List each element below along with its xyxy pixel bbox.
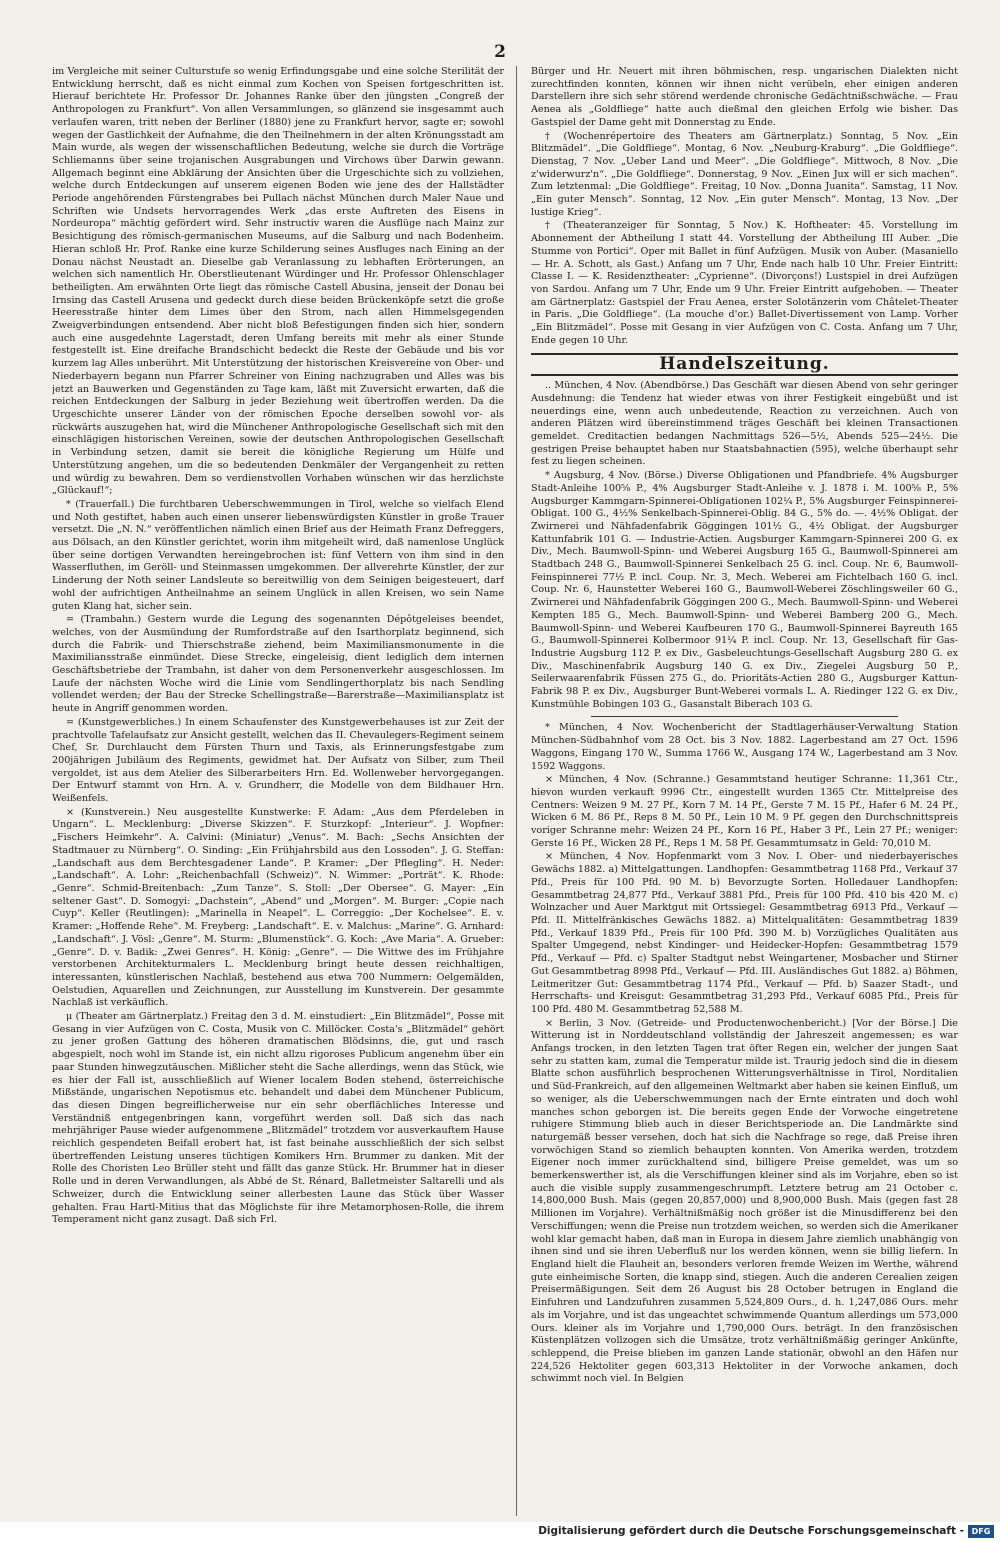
article-paragraph: × (Kunstverein.) Neu ausgestellte Kunstwerke: F. Adam: „Aus dem Pferdeleben in Ungarn“. L. Mecklenburg: „Diverse Skizzen“. F. Sturzkopf: „Interieur“. J. Wopfner: „Fischers Heimkehr“. A. Calvini: (Miniatur) „Venus“. M. Bach: „Sechs Ansichten der Stadtmauer zu Nürnberg“. O. Sinding: „Ein Frühjahrsbild aus den Lossoden“. J. G. Steffan: „Landschaft aus dem Berchtesgadener Lande“. P. Kramer: „Der Pflegling“. H. Neder: „Landschaft“. A. Lohr: „Reichenbachfall (Schweiz)“. N. Wimmer: „Porträt“. K. Rhode: „Genre“. Schmid-Breitenbach: „Zum Tanze“. S. Stoll: „Der Obersee“. G. Mayer: „Ein seltener Gast“. D. Somogyi: „Dachstein“, „Abend“ und „Morgen“. M. Burger: „Copie nach Cuyp“. Keller (Reutlingen): „Marinella in Neapel“. L. Correggio: „Der Kochelsee“. E. v. Kramer: „Hoffende Rehe“. M. Freyberg: „Landschaft“. E. v. Malchus: „Marine“. G. Arnhard: „Landschaft“. J. Vösl: „Genre“. M. Sturm: „Blumenstück“. G. Koch: „Ave Maria“. A. Grueber: „Genre“. D. v. Badik: „Zwei Genres“. H. König: „Genre“. — Die Wittwe des im Frühjahre verstorbenen Architekturmalers L. Mecklenburg bringt heute dessen reichhaltigen, interessanten, künstlerischen Nachlaß, bestehend aus etwa 700 Nummern: Oelgemälden, Oelstudien, Aquarellen und Zeichnungen, zur Ausstellung im Kunstverein. Der gesammte Nachlaß ist verkäuflich.: [52, 806, 504, 1009]
article-paragraph: .. München, 4 Nov. (Abendbörse.) Das Geschäft war diesen Abend von sehr geringer Ausdehnung: die Tendenz hat wieder etwas von ihrer Festigkeit eingebüßt und ist neuerdings eine, wenn auch unbedeutende, Reaction zu verzeichnen. Auch von anderen Plätzen wird übereinstimmend träges Geschäft bei kleinen Transactionen gemeldet. Creditactien bedangen Nachmittags 526—5½, Abends 525—24½. Die gestrigen Preise behauptet haben nur Staatsbahnactien (595), welche überhaupt sehr fest zu liegen scheinen.: [531, 380, 958, 468]
article-paragraph: μ (Theater am Gärtnerplatz.) Freitag den 3 d. M. einstudiert: „Ein Blitzmädel“, Posse mit Gesang in vier Aufzügen von C. Costa, Musik von C. Millöcker. Costa's „Blitzmädel“ gehört zu jener großen Gattung des höheren dramatischen Blödsinns, die, gut und rasch abgespielt, noch wohl im Stande ist, ein nicht allzu rigoroses Publicum angenehm über ein paar Stunden hinwegzutäuschen. Mißlicher steht die Sache allerdings, wenn das Stück, wie es hier der Fall ist, ausschließlich auf Wiener localem Boden stehend, österreichische Mißstände, ungarischen Nepotismus etc. behandelt und dabei dem Münchener Publicum, das diesen Dingen begreiflicherweise nur ein sehr oberflächliches Interesse und Verständniß entgegenbringen kann, vorgeführt werden soll. Daß sich das nach mehrjähriger Pause wieder aufgenommene „Blitzmädel“ trotzdem vor ausverkauftem Hause reichlich gespendeten Beifall erobert hat, ist fast beinahe ausschließlich der sich selbst übertreffenden Leistung unseres tüchtigen Komikers Hrn. Brummer zu danken. Mit der Rolle des Choristen Leo Brüller steht und fällt das ganze Stück. Hr. Brummer hat in dieser Rolle und in deren Verwandlungen, als Abbé de St. Rénard, Balletmeister Saltarelli und als Schweizer, durch die Entwicklung seiner allerbesten Laune das Stück über Wasser gehalten. Frau Hartl-Mitius that das Möglichste für ihre Metamorphosen-Rolle, die ihrem Temperament nicht ganz zusagt. Daß sich Frl.: [52, 1011, 504, 1226]
page-number: 2: [494, 42, 506, 62]
article-paragraph: Bürger und Hr. Neuert mit ihren böhmischen, resp. ungarischen Dialekten nicht zurechtfinden konnten, können wir ihnen nicht verübeln, eher einigen anderen Darstellern ihre sich sehr störend werdende chronische Gedächtnißschwäche. — Frau Aenea als „Goldfliege“ hatte auch dießmal den gleichen Erfolg wie bisher. Das Gastspiel der Dame geht mit Donnerstag zu Ende.: [531, 66, 958, 128]
article-paragraph: × München, 4 Nov. (Schranne.) Gesammtstand heutiger Schranne: 11,361 Ctr., hievon wurden verkauft 9996 Ctr., eingestellt wurden 1365 Ctr. Mittelpreise des Centners: Weizen 9 M. 27 Pf., Korn 7 M. 14 Pf., Gerste 7 M. 15 Pf., Hafer 6 M. 24 Pf., Wicken 6 M. 86 Pf., Reps 8 M. 50 Pf., Lein 10 M. 9 Pf. gegen den Durchschnittspreis voriger Schranne mehr: Weizen 24 Pf., Korn 16 Pf., Haber 3 Pf., Lein 27 Pf.; weniger: Gerste 16 Pf., Wicken 28 Pf., Reps 1 M. 58 Pf. Gesammtumsatz in Geld: 70,010 M.: [531, 774, 958, 849]
article-paragraph: = (Kunstgewerbliches.) In einem Schaufenster des Kunstgewerbehauses ist zur Zeit der prachtvolle Tafelaufsatz zur Ansicht gestellt, welchen das II. Chevaulegers-Regiment seinem Chef, Sr. Durchlaucht dem Fürsten Thurn und Taxis, als Erinnerungsfestgabe zum 200jährigen Jubiläum des Regiments, gewidmet hat. Der Aufsatz von Silber, zum Theil vergoldet, ist aus dem Atelier des Silberarbeiters Hrn. Ed. Wollenweber hervorgegangen. Der Entwurf stammt von Hrn. A. v. Grundherr, die Modelle von dem Bildhauer Hrn. Weißenfels.: [52, 716, 504, 805]
right-column: [531, 66, 958, 1522]
footer-credit: Digitalisierung gefördert durch die Deutsche Forschungsgemeinschaft -: [538, 1525, 964, 1537]
left-column: [52, 66, 504, 1522]
article-paragraph: × Berlin, 3 Nov. (Getreide- und Productenwochenbericht.) [Vor der Börse.] Die Witterung ist in Norddeutschland vollständig der Jahreszeit angemessen; es war Anfangs trocken, in den letzten Tagen trat öfter Regen ein, welcher der jungen Saat sehr zu statten kam, zumal die Temperatur milde ist. Traurig jedoch sind die in diesem Blatte schon ausführlich besprochenen Witterungsverhältnisse in Tirol, Norditalien und Süd-Frankreich, auf den allgemeinen Weltmarkt aber haben sie keinen Einfluß, um so weniger, als die Ueberschwemmungen nach der Ernte eintraten und doch wohl manches schon geborgen ist. Die bereits gegen Ende der Vorwoche eingetretene ruhigere Stimmung blieb auch in dieser Berichtsperiode an. Die Landmärkte sind naturgemäß besser versehen, doch hat sich die Nachfrage so rege, daß Preise ihren vorwöchigen Stand so ziemlich behaupten konnten. Von Amerika werden, trotzdem Eigener noch immer zurückhaltend sind, billigere Preise gemeldet, was um so bemerkenswerther ist, als die Verschiffungen kleiner sind als im Vorjahre, eben so ist auch die visible supply zusammengeschrumpft. Letztere betrug am 21 October c. 14,800,000 Bush. Mais (gegen 20,857,000) und 8,900,000 Bush. Mais (gegen fast 28 Millionen im Vorjahre). Verhältnißmäßig noch größer ist die Minusdifferenz bei den Verschiffungen; wenn die Preise nun trotzdem weichen, so werden sich die Amerikaner wohl klar gemacht haben, daß man in Europa in diesem Jahre ziemlich unabhängig von ihnen sind und sie ihren Ueberfluß nur los werden können, wenn sie billig liefern. In England hielt die Flauheit an, besonders verloren fremde Weizen im Werthe, während gute einheimische Sorten, die knapp sind, stiegen. Auch die anderen Cerealien zeigen Preisermäßigungen. Seit dem 26 August bis 28 October betrugen in England die Einfuhren und Landzufuhren zusammen 5,524,809 Ours., d. h. 1,247,086 Ours. mehr als im Vorjahre, und ist das ungeachtet schwimmende Quantum allerdings um 573,000 Ours. kleiner als im Vorjahre und 1,790,000 Ours. beträgt. In den französischen Küstenplätzen vollzogen sich die Umsätze, trotz verhältnißmäßig geringer Ankünfte, schleppend, die Preise blieben im ganzen Lande stationär, obwohl an den Häfen nur 224,526 Hektoliter gegen 603,313 Hektoliter in der Vorwoche ankamen, doch schwimmt noch viel. In Belgien: [531, 1017, 958, 1385]
article-paragraph: † (Theateranzeiger für Sonntag, 5 Nov.) K. Hoftheater: 45. Vorstellung im Abonnement der Abtheilung I statt 44. Vorstellung der Abtheilung III Auber. „Die Stumme von Portici“. Oper mit Ballet in fünf Aufzügen. Musik von Auber. (Masaniello — Hr. A. Schott, als Gast.) Anfang um 7 Uhr, Ende nach halb 10 Uhr. Freier Eintritt: Classe I. — K. Residenztheater: „Cyprienne“. (Divorçons!) Lustspiel in drei Aufzügen von Sardou. Anfang um 7 Uhr, Ende um 9 Uhr. Freier Eintritt aufgehoben. — Theater am Gärtnerplatz: Gastspiel der Frau Aenea, erster Solotänzerin vom Châtelet-Theater in Paris. „Die Goldfliege“. (La mouche d'or.) Ballet-Divertissement von Lamp. Vorher „Ein Blitzmädel“. Posse mit Gesang in vier Aufzügen von C. Costa. Anfang um 7 Uhr, Ende gegen 10 Uhr.: [531, 220, 958, 346]
article-paragraph: * Augsburg, 4 Nov. (Börse.) Diverse Obligationen und Pfandbriefe. 4% Augsburger Stadt-Anleihe 100⅝ P., 4% Augsburger Stadt-Anleihe v. J. 1878 i. M. 100⅝ P., 5% Augsburger Kammgarn-Spinnerei-Obligationen 102¼ P., 5% Augsburger Feinspinnerei-Obligat. 100 G., 4½% Senkelbach-Spinnerei-Oblig. 84 G., 5% do. —. 4½% Obligat. der Zwirnerei und Nähfadenfabrik Göggingen 101½ G., 4½ Obligat. der Augsburger Kattunfabrik 101 G. — Industrie-Actien. Augsburger Kammgarn-Spinnerei 200 G. ex Div., Mech. Baumwoll-Spinn- und Weberei Augsburg 165 G., Baumwoll-Spinnerei am Stadtbach 248 G., Baumwoll-Spinnerei Senkelbach 25 G. incl. Coup. Nr. 6, Baumwoll-Feinspinnerei 77½ P. incl. Coup. Nr. 3, Mech. Weberei am Fichtelbach 160 G. incl. Coup. Nr. 6, Haunstetter Weberei 160 G., Baumwoll-Weberei Zöschlingsweiler 60 G., Zwirnerei und Nähfadenfabrik Göggingen 200 G., Mech. Baumwoll-Spinn- und Weberei Kempten 185 G., Mech. Baumwoll-Spinn- und Weberei Bamberg 200 G., Mech. Baumwoll-Spinn- und Weberei Kaufbeuren 170 G., Baumwoll-Spinnerei Bayreuth 165 G., Baumwoll-Spinnerei Kolbermoor 91¼ P. incl. Coup. Nr. 13, Gesellschaft für Gas-Industrie Augsburg 112 P. ex Div., Gasbeleuchtungs-Gesellschaft Augsburg 280 G. ex Div., Maschinenfabrik Augsburg 140 G. ex Div., Ziegelei Augsburg 50 P., Seilerwaarenfabrik Füssen 275 G., do. Prioritäts-Actien 280 G., Augsburger Kattun-Fabrik 98 P. ex Div., Augsburger Bunt-Weberei vormals L. A. Riedinger 122 G. ex Div., Kunstmühle Bobingen 103 G., Gasanstalt Biberach 103 G.: [531, 470, 958, 710]
separator-rule: [591, 716, 898, 717]
article-paragraph: × München, 4 Nov. Hopfenmarkt vom 3 Nov. I. Ober- und niederbayerisches Gewächs 1882. a) Mittelgattungen. Landhopfen: Gesammtbetrag 1168 Pfd., Verkauf 37 Pfd., Preis für 100 Pfd. 90 M. b) Bevorzugte Sorten. Holledauer Landhopfen: Gesammtbetrag 24,877 Pfd., Verkauf 3881 Pfd., Preis für 100 Pfd. 410 bis 420 M. c) Wolnzacher und Auer Marktgut mit Ortssiegel: Gesammtbetrag 6913 Pfd., Verkauf — Pfd. II. Mittelfränkisches Gewächs 1882. a) Mittelqualitäten: Gesammtbetrag 1839 Pfd., Verkauf 1839 Pfd., Preis für 100 Pfd. 390 M. b) Vorzügliches Qualitäten aus Spalter Umgegend, nebst Kindinger- und Heidecker-Hopfen: Gesammtbetrag 1579 Pfd., Verkauf — Pfd. c) Spalter Stadtgut nebst Weingartener, Mosbacher und Stirner Gut Gesammtbetrag 8998 Pfd., Verkauf — Pfd. III. Ausländisches Gut 1882. a) Böhmen, Leitmeritzer Gut: Gesammtbetrag 1174 Pfd., Verkauf — Pfd. b) Saazer Stadt-, und Herrschafts- und Kreisgut: Gesammtbetrag 31,293 Pfd., Verkauf 6085 Pfd., Preis für 100 Pfd. 480 M. Gesammtbetrag 52,588 M.: [531, 851, 958, 1015]
article-paragraph: * (Trauerfall.) Die furchtbaren Ueberschwemmungen in Tirol, welche so vielfach Elend und Noth gestiftet, haben auch einen unserer liebenswürdigsten Künstler in große Trauer versetzt. Die „N. N.“ veröffentlichen nämlich einen Brief aus der Heimath Franz Defreggers, aus Dölsach, an den Künstler gerichtet, worin ihm mitgeheilt wird, daß namenlose Unglück über seine dortigen Verwandten hereingebrochen ist: fünf Vettern von ihm sind in den Wasserfluthen, im Geröll- und Steinmassen umgekommen. Der allverehrte Künstler, der zur Linderung der Noth seiner Landsleute so bereitwillig von dem Seinigen beigesteuert, darf wohl der aufrichtigen Antheilnahme an seinem Unglück in allen Kreisen, wo sein Name guten Klang hat, sicher sein.: [52, 498, 504, 612]
column-divider: [516, 66, 517, 1516]
article-paragraph: † (Wochenrépertoire des Theaters am Gärtnerplatz.) Sonntag, 5 Nov. „Ein Blitzmädel“. „Die Goldfliege“. Montag, 6 Nov. „Neuburg-Kraburg“. „Die Goldfliege“. Dienstag, 7 Nov. „Ueber Land und Meer“. „Die Goldfliege“. Mittwoch, 8 Nov. „Die z'widerwurz'n“. „Die Goldfliege“. Donnerstag, 9 Nov. „Einen Jux will er sich machen“. Zum letztenmal: „Die Goldfliege“. Freitag, 10 Nov. „Donna Juanita“. Samstag, 11 Nov. „Ein guter Mensch“. Sonntag, 12 Nov. „Ein guter Mensch“. Montag, 13 Nov. „Der lustige Krieg“.: [531, 130, 958, 218]
dfg-logo-icon: DFG: [968, 1525, 994, 1538]
footer-bar: [0, 1522, 1000, 1542]
article-paragraph: * München, 4 Nov. Wochenbericht der Stadtlagerhäuser-Verwaltung Station München-Südbahnhof vom 28 Oct. bis 3 Nov. 1882. Lagerbestand am 27 Oct. 1596 Waggons, Eingang 170 W., Summa 1766 W., Ausgang 174 W., Lagerbestand am 3 Nov. 1592 Waggons.: [531, 722, 958, 772]
article-paragraph: = (Trambahn.) Gestern wurde die Legung des sogenannten Dépôtgeleises beendet, welches, von der Ausmündung der Rumfordstraße auf den Isarthorplatz beginnend, sich durch die Fabrik- und Thierschstraße ziehend, beim Maximiliansmonumente in die Maximiliansstraße einmündet. Diese Strecke, eingeleisig, dient lediglich dem internen Geschäftsbetriebe der Trambahn, ist daher von dem Personenverkehr ausgeschlossen. Im Laufe der nächsten Woche wird die Linie vom Sendlingerthorplatz bis nach Sendling vollendet werden; der Bau der Strecke Schellingstraße—Barerstraße—Maximiliansplatz ist heute in Angriff genommen worden.: [52, 614, 504, 715]
article-paragraph: im Vergleiche mit seiner Culturstufe so wenig Erfindungsgabe und eine solche Sterilität der Entwicklung herrscht, daß es nicht einmal zum Kochen von Speisen fortgeschritten ist. Hierauf berichtete Hr. Professor Dr. Johannes Ranke über den jüngsten „Congreß der Anthropologen zu Frankfurt“. Von allen Versammlungen, so glänzend sie insgesammt auch verlaufen waren, tritt neben der Berliner (1880) jene zu Frankfurt hervor, sagte er; sowohl wegen der Gastlichkeit der Aufnahme, die den Theilnehmern in der alten Krönungsstadt am Main wurde, als wegen der wissenschaftlichen Bedeutung, welche sie durch die Vorträge Schliemanns über seine trojanischen Ausgrabungen und Virchows über Darwin gewann. Allgemach beginnt eine Abklärung der Ansichten über die Urgeschichte sich zu vollziehen, welche durch Entdeckungen auf unserem eigenen Boden wie jene des der Hallstädter Periode angehörenden Fürstengrabes bei Pullach nächst München durch Maler Naue und Schriften wie Undsets hervorragendes Werk „das erste Auftreten des Eisens in Nordeuropa“ mächtig gefördert wird. Sehr instructiv waren die Ausflüge nach Mainz zur Besichtigung des römisch-germanischen Museums, auf die Salburg und nach Bodenheim. Hieran schloß Hr. Prof. Ranke eine kurze Schilderung seines Ausfluges nach Eining an der Donau nächst Neustadt an. Dieselbe gab Veranlassung zu lebhaften Erörterungen, an welchen sich namentlich Hr. Oberstlieutenant Würdinger und Hr. Professor Ohlenschlager betheiligten. Am erwähnten Orte liegt das römische Castell Abusina, jenseit der Donau bei Irnsing das Castell Arusena und gedeckt durch diese beiden Brückenköpfe setzt die große Heeresstraße hinter dem Limes über den Strom, nach allen Himmelsgegenden Zweigverbindungen entsendend. Aber nicht bloß Befestigungen finden sich hier, sondern auch eine ausgedehnte Lagerstadt, deren Umfang bereits mit mehr als einer Stunde festgestellt ist. Eine dreifache Brandschicht bedeckt die Reste der Gebäude und bis vor kurzem lag Alles unberührt. Mit Unterstützung der historischen Kreisvereine von Ober- und Niederbayern begann nun Pfarrer Schreiner von Eining nachzugraben und Alles was bis jetzt an Bauwerken und Gegenständen zu Tage kam, läßt mit Zuversicht erwarten, daß die reichen Entdeckungen der Salburg in jeder Beziehung weit übertroffen werden. Da die Urgeschichte unserer Länder von der römischen Epoche derselben sowohl vor- als rückwärts auszugehen hat, wird die Münchener Anthropologische Gesellschaft sich mit den einschlägigen historischen Vereinen, sowie der deutschen Anthropologischen Gesellschaft in Verbindung setzen, damit sie bereit die königliche Regierung um Hülfe und Unterstützung angehen, um die so bedeutenden Denkmäler der Vergangenheit zu retten und würdig zu bewahren. Dem so verdienstvollen Vorhaben wünschen wir das herzlichste „Glückauf!“;: [52, 66, 504, 497]
section-heading: Handelszeitung.: [531, 353, 958, 376]
